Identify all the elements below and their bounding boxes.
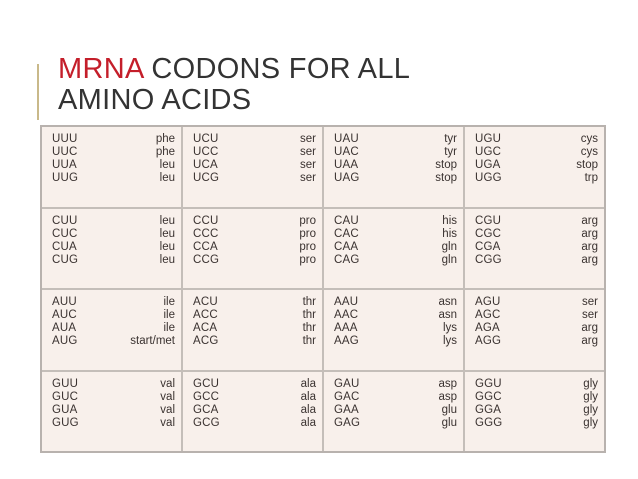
codon-block [324,372,463,452]
amino-acid: leu [159,240,175,253]
codon: ACA [193,322,218,334]
codon-row [52,215,175,228]
codon-row [193,146,316,159]
codon: CCA [193,240,218,253]
amino-acid: cys [580,133,598,145]
codon: CUC [52,227,78,240]
codon-row [193,391,316,404]
amino-acid: arg [581,227,598,240]
codon: AAU [334,296,359,308]
codon: ACC [193,309,218,321]
amino-acid: ser [300,159,316,171]
codon: CAG [334,253,360,266]
codon: UAA [334,159,359,171]
amino-acid: leu [159,227,175,240]
amino-acid: gly [583,416,598,429]
codon-row [52,172,175,185]
codon: UGC [475,146,502,158]
codon: GUC [52,390,79,403]
codon-row [475,215,598,228]
amino-acid: ser [582,309,598,321]
codon-row [334,309,457,322]
codon-row [475,172,598,185]
amino-acid: arg [581,240,598,253]
codon-block [324,209,463,289]
codon-row [334,378,457,391]
amino-acid: val [160,377,175,390]
codon-block [183,209,322,289]
codon: CUA [52,240,77,253]
codon: GCC [193,390,220,403]
codon-row [475,322,598,335]
amino-acid: asp [438,390,457,403]
codon-row [193,296,316,309]
amino-acid: thr [302,309,316,321]
codon: GCG [193,416,220,429]
amino-acid: phe [155,146,175,158]
codon-row [334,241,457,254]
codon: UCC [193,146,219,158]
amino-acid: leu [159,253,175,266]
codon-row [193,404,316,417]
codon-block [183,290,322,370]
codon: AGU [475,296,501,308]
amino-acid: pro [299,214,316,227]
codon-block [465,127,604,207]
codon: UUG [52,172,79,184]
amino-acid: ile [163,309,175,321]
amino-acid: thr [302,296,316,308]
codon: GGA [475,403,502,416]
codon: CUG [52,253,79,266]
title-line-1: CODONS FOR ALL [143,53,411,85]
codon-row [193,378,316,391]
codon-block [42,209,181,289]
amino-acid: gly [583,377,598,390]
codon: AUU [52,296,77,308]
amino-acid: pro [299,253,316,266]
amino-acid: ala [300,377,316,390]
codon-row [52,322,175,335]
codon: UGG [475,172,502,184]
codon: AAG [334,335,359,347]
amino-acid: thr [302,335,316,347]
amino-acid: gly [583,390,598,403]
codon-row [475,404,598,417]
codon-row [52,228,175,241]
codon: UUU [52,133,78,145]
amino-acid: val [160,403,175,416]
codon: UUA [52,159,77,171]
codon: GGU [475,377,502,390]
amino-acid: asn [438,296,457,308]
slide-title [58,54,598,116]
codon-block [465,209,604,289]
codon-row [52,296,175,309]
codon-row [334,296,457,309]
codon: AGC [475,309,501,321]
codon-row [193,133,316,146]
codon: AGA [475,322,500,334]
codon-row [334,215,457,228]
codon: GAC [334,390,360,403]
amino-acid: val [160,390,175,403]
amino-acid: his [442,214,457,227]
amino-acid: phe [155,133,175,145]
codon-row [475,391,598,404]
amino-acid: ser [300,146,316,158]
amino-acid: arg [581,214,598,227]
codon-block [465,372,604,452]
codon: GCU [193,377,220,390]
amino-acid: tyr [444,133,457,145]
codon: UGU [475,133,502,145]
codon: GCA [193,403,219,416]
codon: CCG [193,253,220,266]
codon-block [42,372,181,452]
codon: UUC [52,146,78,158]
codon-row [334,417,457,430]
codon-block [465,290,604,370]
codon-row [193,228,316,241]
amino-acid: ala [300,403,316,416]
codon-row [334,335,457,348]
amino-acid: gln [441,253,457,266]
amino-acid: trp [584,172,598,184]
amino-acid: start/met [130,335,175,347]
codon: UGA [475,159,501,171]
amino-acid: pro [299,240,316,253]
codon: AUG [52,335,78,347]
codon: GAU [334,377,360,390]
amino-acid: ile [163,296,175,308]
codon-row [52,159,175,172]
amino-acid: stop [435,172,457,184]
amino-acid: arg [581,253,598,266]
codon-row [475,254,598,267]
amino-acid: asn [438,309,457,321]
codon-row [334,146,457,159]
codon-row [52,404,175,417]
codon-row [52,309,175,322]
amino-acid: gly [583,403,598,416]
codon: ACU [193,296,218,308]
codon-row [52,378,175,391]
codon: AUA [52,322,77,334]
codon: GUG [52,416,79,429]
codon: UCU [193,133,219,145]
codon-row [193,241,316,254]
codon-row [193,254,316,267]
codon-block [324,127,463,207]
amino-acid: ser [300,133,316,145]
codon-row [193,417,316,430]
codon-block [183,372,322,452]
codon: CGA [475,240,501,253]
codon-table [40,125,606,453]
codon: UAG [334,172,360,184]
amino-acid: asp [438,377,457,390]
codon: AGG [475,335,502,347]
codon: AAA [334,322,358,334]
codon: CCU [193,214,219,227]
codon: UAC [334,146,359,158]
amino-acid: arg [581,322,598,334]
codon-row [475,159,598,172]
amino-acid: stop [576,159,598,171]
codon: GUA [52,403,78,416]
amino-acid: ser [300,172,316,184]
codon-row [193,335,316,348]
amino-acid: ile [163,322,175,334]
title-accent-word: MRNA [58,53,143,85]
amino-acid: his [442,227,457,240]
codon: AUC [52,309,77,321]
amino-acid: leu [159,172,175,184]
codon-row [334,254,457,267]
codon-row [475,296,598,309]
codon: GAA [334,403,359,416]
amino-acid: gln [441,240,457,253]
codon: UCG [193,172,220,184]
codon: GAG [334,416,361,429]
codon-row [52,241,175,254]
codon: CCC [193,227,219,240]
codon-row [475,309,598,322]
amino-acid: thr [302,322,316,334]
amino-acid: stop [435,159,457,171]
codon-row [52,254,175,267]
codon-row [475,146,598,159]
amino-acid: tyr [444,146,457,158]
codon-row [52,146,175,159]
amino-acid: glu [441,403,457,416]
codon-row [193,172,316,185]
codon: CAA [334,240,359,253]
codon-row [193,159,316,172]
codon: GGG [475,416,503,429]
amino-acid: ser [582,296,598,308]
codon: GGC [475,390,502,403]
codon-row [475,241,598,254]
title-line-2: AMINO ACIDS [58,84,252,116]
amino-acid: ala [300,416,316,429]
amino-acid: lys [442,322,457,334]
codon-row [334,391,457,404]
codon-row [52,391,175,404]
codon-block [42,127,181,207]
codon: CAC [334,227,359,240]
amino-acid: arg [581,335,598,347]
codon: CGG [475,253,502,266]
codon-block [42,290,181,370]
codon: CAU [334,214,359,227]
codon-row [52,417,175,430]
codon: CGC [475,227,502,240]
amino-acid: val [160,416,175,429]
amino-acid: cys [580,146,598,158]
codon-row [193,309,316,322]
codon-row [475,133,598,146]
amino-acid: pro [299,227,316,240]
codon-row [334,404,457,417]
title-accent-bar [37,64,39,120]
codon-row [334,322,457,335]
codon-row [475,228,598,241]
codon-row [334,228,457,241]
codon: GUU [52,377,79,390]
codon-block [324,290,463,370]
codon: ACG [193,335,219,347]
codon: UAU [334,133,359,145]
codon-row [475,335,598,348]
codon-block [183,127,322,207]
codon-row [334,159,457,172]
codon-row [52,335,175,348]
amino-acid: leu [159,214,175,227]
amino-acid: glu [441,416,457,429]
codon-row [193,322,316,335]
codon-row [334,172,457,185]
codon: UCA [193,159,218,171]
codon-row [475,417,598,430]
codon-row [193,215,316,228]
amino-acid: ala [300,390,316,403]
amino-acid: lys [442,335,457,347]
codon: CGU [475,214,502,227]
codon-row [475,378,598,391]
table-viewport [0,125,638,455]
codon: CUU [52,214,78,227]
codon-row [52,133,175,146]
codon-row [334,133,457,146]
amino-acid: leu [159,159,175,171]
codon: AAC [334,309,359,321]
